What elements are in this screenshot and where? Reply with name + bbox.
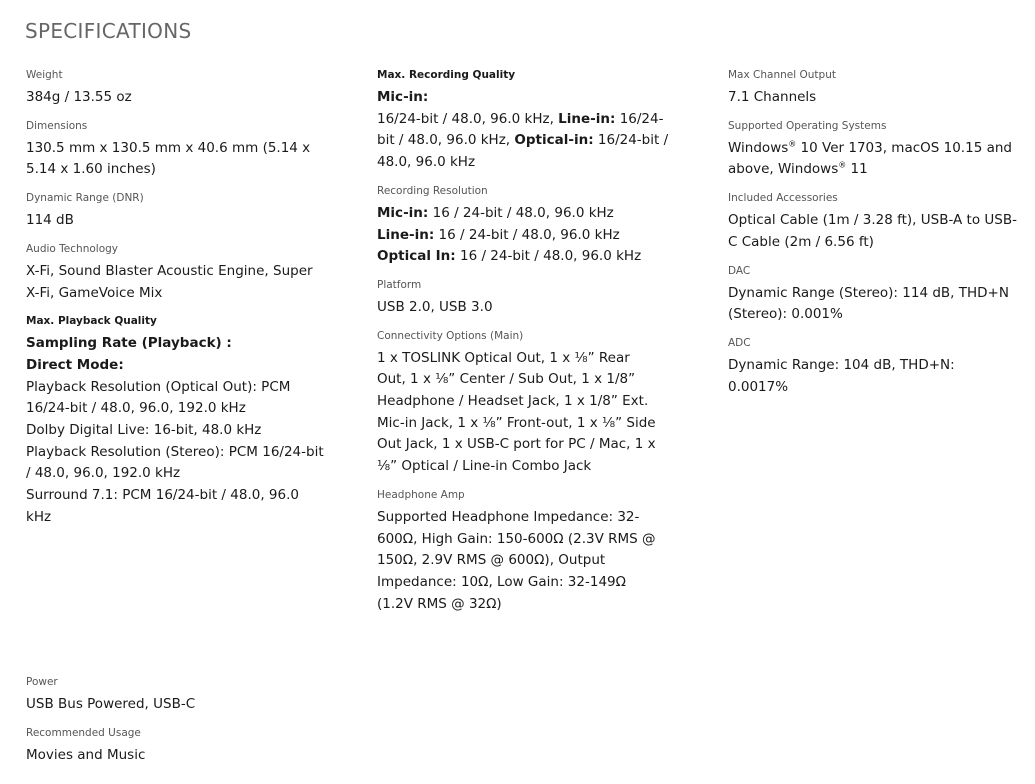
spec-label: Recording Resolution xyxy=(377,184,488,197)
spec-value: 114 dB xyxy=(26,212,74,229)
spec-value: 130.5 mm x 130.5 mm x 40.6 mm (5.14 x 5.14 x 1.60 inches) xyxy=(26,139,311,178)
spec-column-3 xyxy=(728,68,1018,408)
spec-label: Power xyxy=(26,676,58,688)
spec-label: Supported Operating Systems xyxy=(728,119,887,132)
spec-platform xyxy=(377,278,677,319)
spec-value: USB Bus Powered, USB-C xyxy=(26,696,196,712)
spec-dac xyxy=(728,264,1018,326)
res-optical-value: 16 / 24-bit / 48.0, 96.0 kHz xyxy=(460,248,642,265)
playback-line: Sampling Rate (Playback) : xyxy=(26,335,232,352)
spec-recording-resolution xyxy=(377,184,677,268)
spec-value xyxy=(26,333,326,528)
spec-dimensions xyxy=(26,119,326,181)
page-title: SPECIFICATIONS xyxy=(25,19,192,43)
spec-label: DAC xyxy=(728,264,751,277)
spec-value: 7.1 Channels xyxy=(728,89,817,105)
spec-label: Weight xyxy=(26,69,63,81)
spec-label: Headphone Amp xyxy=(377,488,465,501)
spec-label: Max. Recording Quality xyxy=(377,69,516,81)
spec-value xyxy=(728,138,1018,181)
spec-audio-technology xyxy=(26,242,326,304)
spec-label: Dimensions xyxy=(26,119,88,132)
rec-optical-value: 16/24-bit / 48.0, 96.0 kHz xyxy=(377,132,669,171)
spec-value xyxy=(377,87,677,174)
registered-mark: ® xyxy=(838,160,847,170)
res-linein-value: 16 / 24-bit / 48.0, 96.0 kHz xyxy=(438,226,620,243)
spec-value xyxy=(377,203,677,268)
res-micin-label: Mic-in: xyxy=(377,204,429,221)
os-text: Windows xyxy=(728,139,789,156)
os-text: 10 Ver 1703, macOS 10.15 and above, Windows xyxy=(728,139,1012,178)
spec-value: Movies and Music xyxy=(26,746,146,763)
spec-label: Recommended Usage xyxy=(26,726,141,739)
rec-micin-value: 16/24-bit / 48.0, 96.0 kHz, xyxy=(377,110,554,127)
res-micin-value: 16 / 24-bit / 48.0, 96.0 kHz xyxy=(432,204,614,221)
spec-label: Connectivity Options (Main) xyxy=(377,329,524,342)
spec-playback-quality xyxy=(26,314,326,528)
rec-linein-value: 16/24-bit / 48.0, 96.0 kHz, xyxy=(377,110,664,149)
spec-channel-output xyxy=(728,68,1018,109)
rec-linein-label: Line-in: xyxy=(558,110,616,127)
spec-recommended-usage xyxy=(26,726,326,767)
playback-line: Dolby Digital Live: 16-bit, 48.0 kHz xyxy=(26,422,262,439)
playback-line: Surround 7.1: PCM 16/24-bit / 48.0, 96.0 kHz xyxy=(26,487,299,525)
spec-label: Dynamic Range (DNR) xyxy=(26,192,144,205)
spec-label: Platform xyxy=(377,278,422,291)
registered-mark: ® xyxy=(788,139,797,149)
rec-micin-label: Mic-in: xyxy=(377,89,429,105)
spec-power xyxy=(26,675,326,716)
spec-label: Max. Playback Quality xyxy=(26,315,157,328)
spec-label: Included Accessories xyxy=(728,192,838,205)
playback-line: Playback Resolution (Stereo): PCM 16/24-bit / 48.0, 96.0, 192.0 kHz xyxy=(26,443,324,482)
spec-value: Optical Cable (1m / 3.28 ft), USB-A to USB-C Cable (2m / 6.56 ft) xyxy=(728,212,1017,250)
spec-value: X-Fi, Sound Blaster Acoustic Engine, Super X-Fi, GameVoice Mix xyxy=(26,262,313,301)
os-text: 11 xyxy=(846,161,868,178)
spec-value: 1 x TOSLINK Optical Out, 1 x ⅛” Rear Out, 1 x ⅛” Center / Sub Out, 1 x 1/8” Headphone / Headset Jack, 1 x 1/8” Ext. Mic-in Jack, 1 x ⅛” Front-out, 1 x ⅛” Side Out Jack, 1 x USB-C port for PC / Mac, 1 x ⅛” Optical / Line-in Combo Jack xyxy=(377,349,656,475)
spec-column-1 xyxy=(26,68,326,539)
spec-dynamic-range xyxy=(26,191,326,232)
res-optical-label: Optical In: xyxy=(377,248,456,265)
spec-value: Dynamic Range (Stereo): 114 dB, THD+N (Stereo): 0.001% xyxy=(728,284,1009,323)
playback-line: Direct Mode: xyxy=(26,356,124,373)
spec-operating-systems xyxy=(728,119,1018,181)
spec-column-2 xyxy=(377,68,677,625)
playback-line: Playback Resolution (Optical Out): PCM 16/24-bit / 48.0, 96.0, 192.0 kHz xyxy=(26,378,291,417)
spec-label: ADC xyxy=(728,336,751,349)
spec-value: 384g / 13.55 oz xyxy=(26,89,132,105)
spec-accessories xyxy=(728,191,1018,253)
spec-headphone-amp xyxy=(377,488,677,616)
spec-value: Supported Headphone Impedance: 32-600Ω, High Gain: 150-600Ω (2.3V RMS @ 150Ω, 2.9V RMS @ 600Ω), Output Impedance: 10Ω, Low Gain: 32-149Ω (1.2V RMS @ 32Ω) xyxy=(377,508,656,612)
spec-value: USB 2.0, USB 3.0 xyxy=(377,298,493,315)
spec-connectivity xyxy=(377,329,677,478)
spec-column-1-bottom xyxy=(26,675,326,776)
spec-weight xyxy=(26,68,326,109)
res-linein-label: Line-in: xyxy=(377,226,435,243)
spec-label: Audio Technology xyxy=(26,242,118,255)
spec-adc xyxy=(728,336,1018,398)
spec-label: Max Channel Output xyxy=(728,69,836,81)
spec-value: Dynamic Range: 104 dB, THD+N: 0.0017% xyxy=(728,356,955,395)
rec-optical-label: Optical-in: xyxy=(514,132,594,149)
spec-recording-quality xyxy=(377,68,677,174)
